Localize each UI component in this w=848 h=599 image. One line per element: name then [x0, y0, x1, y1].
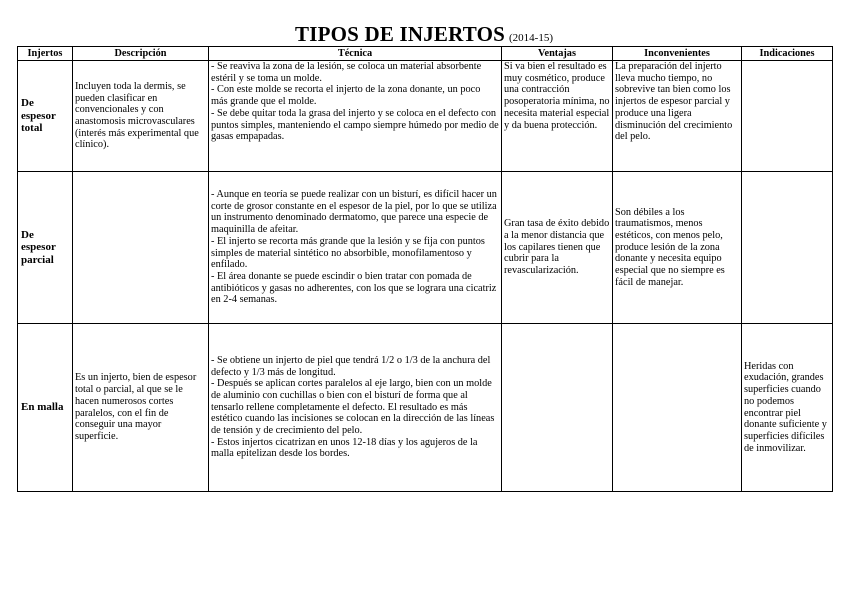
cell-inconvenientes — [613, 324, 742, 492]
title-main: TIPOS DE INJERTOS — [294, 22, 505, 46]
tecnica-item: - Con este molde se recorta el injerto de la zona donante, un poco más grande que el molde. — [211, 84, 481, 108]
grafts-table — [17, 46, 833, 492]
cell-descripcion: Es un injerto, bien de espesor total o parcial, al que se le hacen numerosos cortes paralelos, con el fin de conseguir una mayor superficie. — [73, 324, 209, 492]
cell-ventajas — [502, 324, 613, 492]
header-descripcion: Descripción — [73, 47, 209, 61]
header-inconvenientes: Inconvenientes — [613, 47, 742, 61]
cell-tecnica — [209, 172, 502, 324]
cell-inconvenientes: La preparación del injerto lleva mucho tiempo, no sobrevive tan bien como los injertos de espesor parcial y produce una ligera disminución del crecimiento del pelo. — [613, 61, 742, 172]
cell-tecnica — [209, 324, 502, 492]
tecnica-item: - El injerto se recorta más grande que la lesión y se fija con puntos simples de material sintético no absorbible, monofilamentoso y enfilado. — [211, 235, 485, 271]
row-name: De espesor total — [18, 61, 73, 172]
cell-indicaciones — [742, 172, 833, 324]
cell-indicaciones — [742, 61, 833, 172]
row-name: En malla — [18, 324, 73, 492]
tecnica-item: - Se obtiene un injerto de piel que tendrá 1/2 o 1/3 de la anchura del defecto y 1/3 más de longitud. — [211, 354, 491, 378]
header-row — [18, 47, 833, 61]
tecnica-item: - Aunque en teoría se puede realizar con un bisturí, es difícil hacer un corte de grosor constante en el espesor de la piel, por lo que se utiliza un instrumento denominado dermatomo, que parece una especie de maquinilla de afeitar. — [211, 188, 497, 236]
cell-ventajas: Gran tasa de éxito debido a la menor distancia que los capilares tienen que cubrir para la revascularización. — [502, 172, 613, 324]
cell-descripcion: Incluyen toda la dermis, se pueden clasificar en convencionales y con anastomosis microvasculares (interés más experimental que clínico). — [73, 61, 209, 172]
tecnica-item: - Estos injertos cicatrizan en unos 12-18 días y los agujeros de la malla epitelizan desde los bordes. — [211, 436, 478, 460]
cell-ventajas: Si va bien el resultado es muy cosmético, produce una contracción posoperatoria mínima, no necesita material especial y da buena protección. — [502, 61, 613, 172]
page-title — [0, 22, 848, 47]
cell-tecnica — [209, 61, 502, 172]
header-indicaciones: Indicaciones — [742, 47, 833, 61]
cell-inconvenientes: Son débiles a los traumatismos, menos estéticos, con menos pelo, produce lesión de la zona donante y necesita equipo especial que no siempre es fácil de manejar. — [613, 172, 742, 324]
header-injertos: Injertos — [18, 47, 73, 61]
table-row — [18, 324, 833, 492]
tecnica-item: - Se debe quitar toda la grasa del injerto y se coloca en el defecto con puntos simples, manteniendo el campo siempre húmedo por medio de gasas empapadas. — [211, 107, 499, 143]
header-tecnica: Técnica — [209, 47, 502, 61]
row-name: De espesor parcial — [18, 172, 73, 324]
tecnica-item: - El área donante se puede escindir o bien tratar con pomada de antibióticos y gasas no adherentes, con los que se lograra una cicatriz en 2-4 semanas. — [211, 270, 497, 306]
table-row — [18, 172, 833, 324]
tecnica-item: - Después se aplican cortes paralelos al eje largo, bien con un molde de aluminio con cuchillas o bien con el bisturí de forma que al tensarlo rellene completamente el defecto. El resultado es más estético cuando las incisiones se colocan en la dirección de las líneas de tensión y de crecimiento del pelo. — [211, 378, 495, 437]
title-year: (2014-15) — [509, 32, 553, 44]
header-ventajas: Ventajas — [502, 47, 613, 61]
tecnica-item: - Se reaviva la zona de la lesión, se coloca un material absorbente estéril y se toma un molde. — [211, 61, 482, 84]
cell-descripcion — [73, 172, 209, 324]
cell-indicaciones: Heridas con exudación, grandes superficies cuando no podemos encontrar piel donante suficiente y superficies difíciles de inmovilizar. — [742, 324, 833, 492]
table-row — [18, 61, 833, 172]
